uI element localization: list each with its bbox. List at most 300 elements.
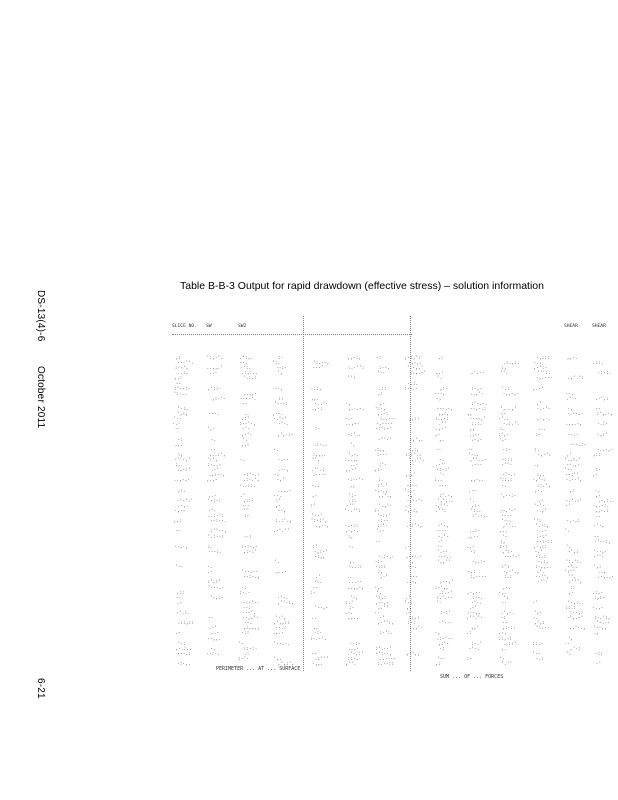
table-cell: ·''· [593,554,605,560]
table-cell: ,''·:, [277,600,294,606]
table-cell: :'-.-. [470,401,488,407]
table-cell: ·. [594,488,600,494]
table-cell: .'': [435,509,447,514]
table-cell: .. [311,616,317,622]
table-cell: '··' [311,514,323,520]
table-cell: .,·: [311,407,323,412]
table-cell: ,,: [173,519,182,525]
table-cell: '. [564,529,571,535]
table-cell: ··: [243,534,253,540]
table-cell: ·· [209,447,216,453]
table-cell: --·, [434,391,446,397]
table-cell: -'- [241,427,251,433]
table-cell: '-.·· [596,621,611,627]
table-cell: :.,'· [409,626,424,632]
table-cell: -. [210,437,216,443]
table-cell: ·,-,. [408,361,423,367]
table-cell: ·-:· [275,366,288,372]
table-column-header: SHEAR [592,324,606,329]
table-cell: ..,-,· [173,478,191,484]
table-cell: '-·-: [274,401,288,407]
table-cell: -:·'·· [242,600,260,606]
table-cell: .. [595,514,602,520]
table-cell: -.··', [565,478,583,484]
table-cell: '·,:,. [567,600,585,606]
table-cell: -, [345,401,352,407]
table-cell: '- [436,600,442,606]
table-cell: ':·, [374,407,386,412]
table-cell: -.' [534,549,543,555]
table-cell: -· [595,407,601,412]
table-cell: '·· [376,371,386,377]
table-cell: -· [311,651,317,657]
table-cell: :-':. [379,631,394,637]
table-cell: --- [438,483,447,489]
table-cell: ,:'- [437,641,450,647]
table-cell: -:·:' [436,468,450,474]
table-cell: ,.. [499,529,508,535]
table-cell: ,..· [275,570,287,576]
table-cell: ·.-- [277,458,289,463]
table-cell: ,,·:, [347,356,362,361]
table-cell: '. [436,376,443,382]
table-cell: ·: [273,473,280,479]
table-cell: ·: [241,585,247,591]
table-cell: ··,·, [174,544,189,550]
table-cell: :'.·,. [471,514,489,520]
table-cell: '.'' [501,662,513,667]
table-cell: ·'-.· [501,473,516,479]
table-cell: ':. [272,361,281,367]
table-cell: ,. [348,560,355,565]
table-cell: ,:·:· [502,626,516,632]
table-cell: ,·:,': [404,356,422,361]
table-cell: ,· [311,493,318,499]
table-cell: '·, [349,595,359,601]
table-cell: ·'.. [498,417,510,423]
table-cell: ,, [469,427,476,433]
table-cell: ':.. [470,509,482,514]
table-cell: ,.·.-. [347,407,365,412]
table-cell: :, [177,452,184,458]
table-cell: .:' [241,417,250,423]
table-cell: :- [314,427,321,433]
table-cell: -''·' [377,437,392,443]
table-cell: :·-', [174,366,189,372]
table-cell: ,-' [379,575,389,581]
table-cell: :-',, [434,585,449,591]
table-cell: -.·'- [536,407,551,412]
table-cell: ·.'-' [273,417,287,423]
table-cell: -- [312,585,318,591]
table-cell: :·.·'. [310,636,327,642]
table-cell: -- [435,447,442,453]
table-cell: ·..- [535,529,547,535]
table-cell: :''--, [210,529,227,535]
table-cell: :- [243,514,250,520]
table-cell: ,: [175,356,181,361]
table-cell: ':-:', [310,519,328,525]
table-cell: ,.-: [377,412,389,418]
table-cell: ·.:-,· [377,554,395,560]
table-cell: .:-.. [313,442,328,448]
table-cell: ,. [500,646,507,652]
table-cell: ,.'·., [569,626,586,632]
table-cell: :'·-:- [173,386,191,392]
table-cell: '· [439,473,446,479]
table-cell: .'' [438,422,447,428]
table-cell: '.:.: [242,376,257,382]
table-cell: ,' [566,452,573,458]
table-cell: :,:- [593,595,605,601]
table-cell: ':·.. [173,391,188,397]
table-cell: '- [501,534,508,540]
table-cell: -:'·.· [243,473,260,479]
table-cell: ,,-. [566,356,578,361]
table-cell: .- [175,631,181,637]
table-cell: :.,·: [434,417,449,423]
table-cell: ..:, [177,371,189,377]
table-cell: ··. [565,391,574,397]
table-cell: ,,-· [467,534,479,540]
table-cell: ·. [532,616,539,622]
table-cell: :' [310,503,316,509]
table-cell: :-.' [471,641,483,647]
table-cell: ,:-'- [211,396,226,402]
table-cell: ':.':. [565,560,583,565]
table-cell: '': [347,376,356,382]
table-cell: -,--·· [376,422,393,428]
table-cell: ··.: [275,626,287,632]
table-cell: :-'· [238,656,250,662]
table-cell: ..:- [469,529,481,535]
table-cell: ., [593,631,600,637]
table-cell: -·,-.: [469,407,487,412]
table-cell: .-' [468,605,478,611]
table-cell: ,- [592,473,599,479]
table-cell: -.- [344,417,354,423]
table-cell: :· [277,356,284,361]
table-cell: .,-' [435,427,447,433]
table-cell: ,:- [374,468,383,474]
table-cell: '-·,, [593,626,607,632]
table-cell: ·:: [594,651,603,657]
table-cell: -,:-' [313,549,328,555]
table-cell: ·',.-' [566,616,584,622]
table-cell: ·'·. [277,595,289,601]
table-col-divider [303,316,304,671]
table-cell: ··. [408,565,418,571]
table-cell: ·.:· [596,422,608,428]
table-cell: ',- [533,611,543,616]
table-cell: ::'· [376,524,388,530]
table-cell: .-,- [471,437,483,443]
table-cell: :.: [503,575,513,581]
table-cell: '' [242,509,249,514]
table-cell: :..··- [379,417,397,423]
table-cell: ·,.··· [536,376,553,382]
table-header-rule [172,334,412,335]
table-cell: ,''.. [502,524,517,530]
table-cell: .. [243,412,250,418]
table-cell: ·- [208,616,214,622]
table-cell: ,- [275,503,281,509]
table-cell: ,:· [439,386,448,392]
table-cell: -:'.. [347,432,362,438]
table-cell: ,--·.· [405,554,423,560]
table-cell: ·:·,. [176,662,191,667]
table-cell: -.:, [310,386,322,392]
table-cell: ·.--.· [566,412,584,418]
table-cell: .·,:.. [597,498,615,504]
table-cell: ·-,'-' [499,509,517,514]
table-cell: :·-. [378,366,390,372]
table-cell: ·- [174,529,181,535]
table-cell: ', [277,371,283,377]
table-cell: ·- [501,621,508,627]
table-cell: --.,- [566,463,581,469]
table-cell: ,-,·· [466,590,481,596]
table-cell: ·' [437,539,443,545]
table-cell: -,- [374,585,383,591]
table-cell: ,·-. [272,412,284,418]
table-cell: ,'.-· [470,371,485,377]
table-cell: ·- [467,447,474,453]
table-cell: :· [374,509,380,514]
table-cell: ..:·': [207,514,225,520]
table-cell: :'· [378,463,388,469]
table-cell: ,''. [345,662,357,667]
table-cell: ':'' [564,570,576,576]
table-cell: ..- [209,371,218,377]
table-cell: -,' [276,478,285,484]
table-cell: ':,: [375,595,387,601]
table-cell: '-· [564,468,573,474]
table-cell: .::,:: [177,621,195,627]
table-cell: ·.-:: [344,524,359,530]
table-cell: .: [243,651,250,657]
table-cell: :-:-,- [241,544,258,550]
table-cell: ,: [377,391,384,397]
table-cell: ..· [349,463,359,469]
table-cell: ,. [438,437,445,443]
table-cell: ',: [593,565,602,571]
table-cell: ',:, [176,412,189,418]
table-cell: ·- [564,641,571,647]
table-cell: '. [469,498,475,504]
table-cell: ·,''- [434,503,449,509]
table-cell: ·:-- [377,519,389,525]
table-cell: ··-:. [207,549,222,555]
table-cell: -' [595,662,602,667]
table-cell: -:. [313,580,323,586]
table-cell: ,':· [501,549,513,555]
table-cell: -· [501,600,507,606]
table-cell: ,::· [242,498,255,504]
table-cell: ', [376,590,382,596]
table-cell: ··-.. [437,554,452,560]
table-cell: ·-:'' [565,473,580,479]
table-cell: -..:: [348,565,363,571]
table-cell: ·'·. [470,600,482,606]
table-cell: ,--,' [439,580,454,586]
table-cell: ·-, [277,509,286,514]
table-cell: .· [207,570,213,576]
table-cell: '': [533,519,542,525]
table-cell: ::.: [408,616,420,622]
table-cell: .- [537,498,544,504]
table-cell: ..,'- [469,391,484,397]
table-cell: -·--'. [239,396,257,402]
table-cell: ·-,,'· [242,616,259,622]
table-cell: .:,, [374,447,386,453]
table-cell: ,,-,. [470,478,485,484]
table-cell: ·::: [374,565,387,571]
table-cell: :, [499,539,506,545]
table-cell: ,- [379,401,386,407]
table-cell: ,, [406,605,412,611]
table-cell: ,:: [592,452,602,458]
table-cell: :': [501,565,510,571]
doc-date-label: October 2011 [35,366,46,429]
table-cell: ,··,· [375,600,390,606]
table-cell: -'··- [438,621,453,627]
table-cell: ,,: [241,442,250,448]
table-cell: ,,' [470,626,480,632]
table-cell: :- [500,412,507,418]
table-cell: ·,,-,- [502,391,520,397]
table-cell: -:':-' [375,427,392,433]
table-cell: .-'.'' [273,529,290,535]
table-cell: ,·':- [533,366,548,372]
table-cell: :·.- [239,590,251,596]
table-cell: .:: [378,386,387,392]
table-cell: ,.- [210,631,219,637]
table-cell: -'·, [437,524,449,530]
table-cell: :--.· [404,386,418,392]
table-cell: .- [405,503,411,509]
table-cell: .::. [592,361,604,367]
table-cell: .··, [277,468,289,474]
table-cell: ·,·'., [502,570,520,576]
table-cell: ·· [375,539,382,545]
table-cell: .''.: [310,468,325,474]
table-cell: --,,. [207,636,221,642]
table-cell: :,··-· [470,575,487,581]
table-cell: ·-'', [535,575,550,581]
table-cell: ·· [174,427,181,433]
table-cell: :·-. [471,595,484,601]
table-cell: :',:' [207,580,221,586]
table-cell: '·.'': [344,509,361,514]
table-cell: ',. [273,656,282,662]
table-cell: :. [378,478,384,484]
table-cell: :.. [434,478,443,484]
table-cell: ,',·:· [276,432,294,438]
table-cell: ::·, [347,656,359,662]
table-cell: .,'.': [567,376,585,382]
table-cell: ,·.:.. [175,646,192,652]
table-cell: ,'·: [569,646,581,652]
table-cell: '.-,,' [406,366,424,372]
table-cell: :.:'., [275,519,292,525]
table-cell: :',- [498,432,510,438]
table-cell: ',,'' [437,560,451,565]
table-cell: '-· [436,656,446,662]
table-cell: ·.,' [536,509,548,514]
table-cell: ·.,- [592,605,604,611]
table-cell: :' [275,498,282,504]
table-cell: :·..- [207,463,222,469]
table-cell: -: [500,616,507,622]
table-cell: ,·,:: [533,544,548,550]
table-cell: :: [569,585,576,591]
table-cell: ', [349,442,356,448]
table-cell: :, [347,534,354,540]
table-cell: -·-- [435,529,447,535]
table-cell: ':,- [404,488,416,494]
table-cell: .:,- [592,590,604,596]
table-cell: ---- [501,514,513,520]
table-cell: ....- [277,488,292,494]
table-cell: ::-:· [243,646,258,652]
table-cell: -.:, [537,560,549,565]
table-cell: -- [175,381,182,387]
table-cell: ., [533,463,540,469]
table-cell: -.. [533,361,542,367]
table-cell: ·: [439,646,445,652]
table-cell: ,,:, [438,412,450,418]
table-cell: :',.·, [596,412,613,418]
table-cell: .':,. [239,356,254,361]
doc-id-label: DS-13(4)-6 [35,290,46,342]
table-cell: ·:· [313,631,323,637]
table-cell: :· [595,468,601,474]
table-cell: ,,. [310,396,320,402]
table-cell: ·:- [502,447,511,453]
table-cell: -'-. [468,646,480,652]
table-cell: -:.: [535,554,547,560]
table-cell: ·' [532,600,538,606]
table-cell: -- [436,544,443,550]
table-cell: --- [409,575,418,581]
table-cell: .·',: [595,396,609,402]
table-cell: :, [501,366,507,372]
table-cell: ·'--:, [594,539,611,545]
table-cell: :. [206,544,213,550]
table-cell: :-·'·, [239,422,256,428]
table-cell: ·''-,' [173,458,191,463]
table-cell: :- [310,590,316,596]
table-cell: .-·· [471,463,483,469]
table-cell: :·,,.. [534,565,552,571]
table-cell: --, [274,386,283,392]
table-cell: .:,:.. [241,371,258,377]
table-cell: :.·'': [347,366,365,372]
table-cell: ,, [312,626,319,632]
table-cell: ,,'., [378,493,393,499]
table-cell: ·,',. [409,437,424,443]
table-cell: :,,,. [312,452,327,458]
table-cell: '- [238,641,244,647]
table-cell: ': [565,651,572,657]
table-cell: .,::' [502,641,517,647]
table-cell: .',-. [500,611,515,616]
table-cell: ..,- [347,646,359,652]
table-cell: .'-,:' [347,651,364,657]
table-cell: '-··.· [207,585,225,591]
table-cell: ·..'· [314,401,329,407]
